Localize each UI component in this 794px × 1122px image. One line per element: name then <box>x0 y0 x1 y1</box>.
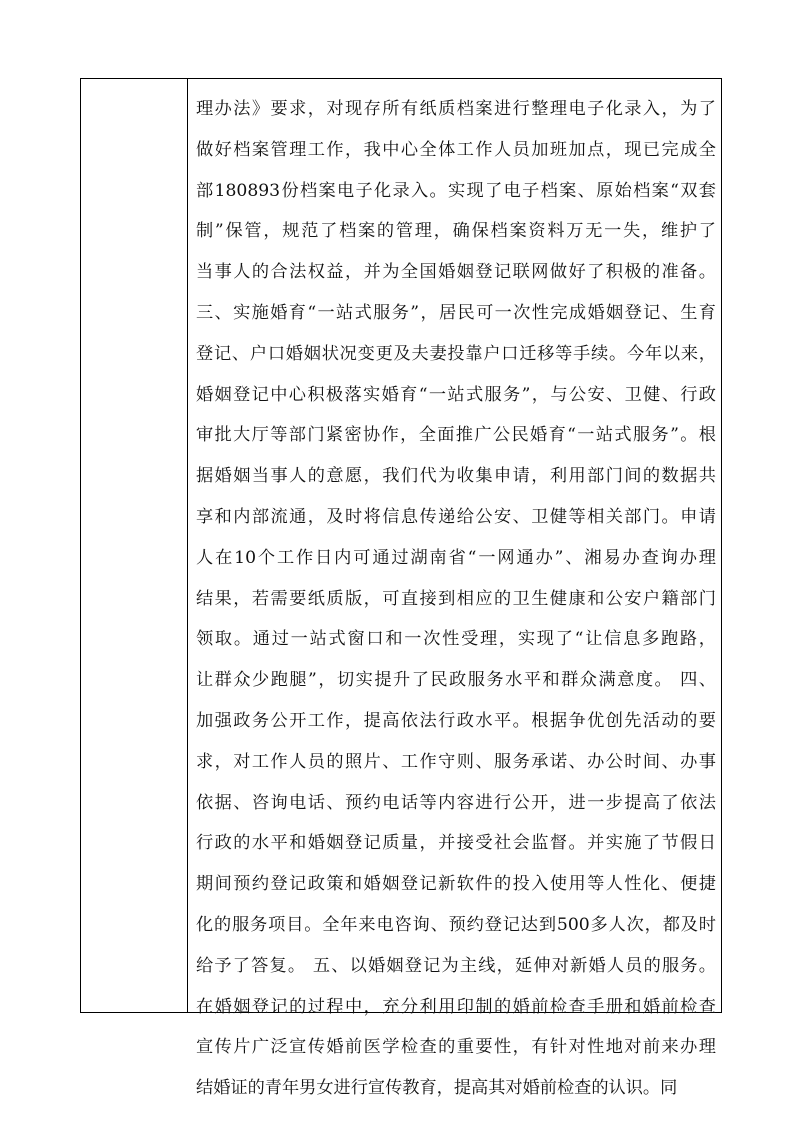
text-line: 化的服务项目。全年来电咨询、预约登记达到500多人次，都及时 <box>196 914 716 935</box>
text-line: 人在10个工作日内可通过湖南省“一网通办”、湘易办查询办理 <box>196 547 716 568</box>
text-line: 宣传片广泛宣传婚前医学检查的重要性，有针对性地对前来办理 <box>196 1037 716 1058</box>
text-line: 理办法》要求，对现存所有纸质档案进行整理电子化录入，为了 <box>196 99 716 119</box>
text-line: 审批大厅等部门紧密协作，全面推广公民婚育“一站式服务”。根 <box>196 425 716 446</box>
text-line: 依据、咨询电话、预约电话等内容进行公开，进一步提高了依法 <box>196 792 716 813</box>
table-label-cell <box>81 79 187 1012</box>
text-line: 领取。通过一站式窗口和一次性受理，实现了“让信息多跑路， <box>196 629 716 650</box>
text-line: 期间预约登记政策和婚姻登记新软件的投入使用等人性化、便捷 <box>196 874 716 895</box>
table-content-cell <box>196 89 716 1109</box>
text-line: 做好档案管理工作，我中心全体工作人员加班加点，现已完成全 <box>196 139 716 160</box>
text-line: 据婚姻当事人的意愿，我们代为收集申请，利用部门间的数据共 <box>196 466 716 487</box>
text-line: 婚姻登记中心积极落实婚育“一站式服务”，与公安、卫健、行政 <box>196 384 716 405</box>
text-line: 三、实施婚育“一站式服务”，居民可一次性完成婚姻登记、生育 <box>196 302 716 323</box>
text-line: 结婚证的青年男女进行宣传教育，提高其对婚前检查的认识。同 <box>196 1078 678 1099</box>
text-line: 当事人的合法权益，并为全国婚姻登记联网做好了积极的准备。 <box>196 262 716 283</box>
text-line: 制”保管，规范了档案的管理，确保档案资料万无一失，维护了 <box>196 221 716 242</box>
column-divider <box>187 79 188 1012</box>
text-line: 行政的水平和婚姻登记质量，并接受社会监督。并实施了节假日 <box>196 833 716 854</box>
text-line: 登记、户口婚姻状况变更及夫妻投靠户口迁移等手续。今年以来， <box>196 343 716 364</box>
report-table <box>80 78 722 1099</box>
text-line: 让群众少跑腿”，切实提升了民政服务水平和群众满意度。 四、 <box>196 670 716 691</box>
text-line: 求，对工作人员的照片、工作守则、服务承诺、办公时间、办事 <box>196 751 716 772</box>
text-line: 在婚姻登记的过程中，充分利用印制的婚前检查手册和婚前检查 <box>196 996 716 1017</box>
text-line: 结果，若需要纸质版，可直接到相应的卫生健康和公安户籍部门 <box>196 588 716 609</box>
text-line: 享和内部流通，及时将信息传递给公安、卫健等相关部门。申请 <box>196 506 716 527</box>
text-line: 部180893份档案电子化录入。实现了电子档案、原始档案“双套 <box>196 180 716 201</box>
text-line: 给予了答复。 五、以婚姻登记为主线，延伸对新婚人员的服务。 <box>196 955 716 976</box>
text-line: 加强政务公开工作，提高依法行政水平。根据争优创先活动的要 <box>196 710 716 731</box>
